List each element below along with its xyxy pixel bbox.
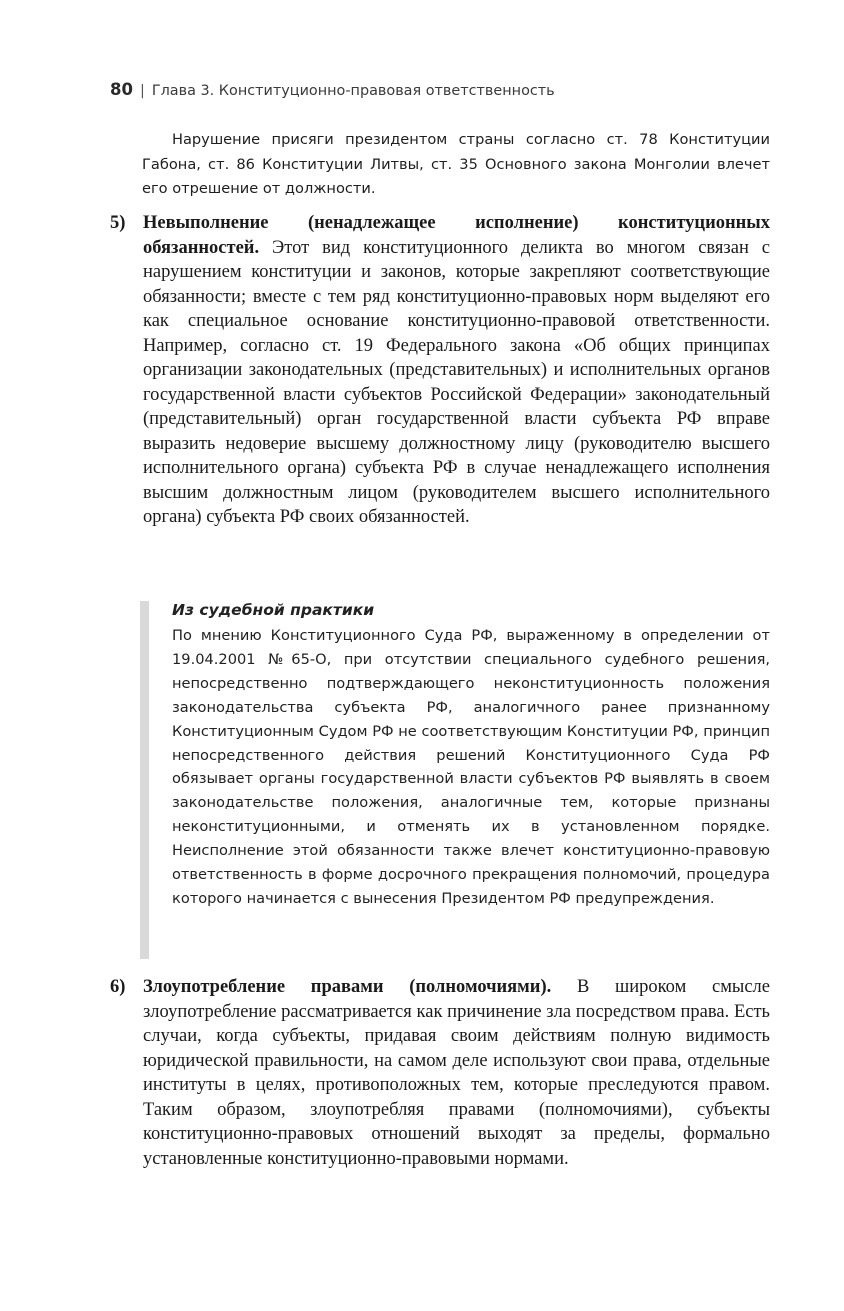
sidebar-bar <box>140 601 149 959</box>
item-term: Злоупотребление правами (полномочиями). <box>143 977 552 997</box>
list-item-5 <box>110 211 770 530</box>
sidebar-text: По мнению Конституционного Суда РФ, выраженному в определении от 19.04.2001 №65-О, при отсутствии специального судебного решения, непосредственно подтверждающего неконституционность положения законодательства субъекта РФ, аналогичного ранее признанному Конституционным Судом РФ не соответствующим Конституции РФ, принцип непосредственного действия решений Конституционного Суда РФ обязывает органы государственной власти субъектов РФ выявлять в своем законодательстве положения, аналогичные тем, которые признаны неконституционными, и отменять их в установленном порядке. Неисполнение этой обязанности также влечет конституционно-правовую ответственность в форме досрочного прекращения полномочий, процедура которого начинается с вынесения Президентом РФ предупреждения. <box>172 627 770 907</box>
list-item-text <box>143 975 770 1171</box>
item-term: Невыполнение (ненадлежащее исполнение) конституционных обязанностей. <box>143 213 770 258</box>
list-marker: 6) <box>110 977 126 997</box>
running-head <box>110 80 770 104</box>
chapter-title: Глава 3. Конституционно-правовая ответственность <box>151 83 555 99</box>
sidebar-heading: Из судебной практики <box>172 601 375 619</box>
item-body: В широком смысле злоупотребление рассматривается как причинение зла посредством права. Есть случаи, когда субъекты, придавая своим действиям полную видимость юридической правильности, на самом деле используют свои права, отдельные институты в целях, противоположных тем, которые преследуются правом. Таким образом, злоупотребляя правами (полномочиями), субъекты конституционно-правовых отношений выходят за пределы, формально установленные конституционно-правовыми нормами. <box>143 977 770 1169</box>
header-separator: | <box>139 83 145 99</box>
list-item-6 <box>110 975 770 1171</box>
list-item-text <box>143 211 770 530</box>
list-marker: 5) <box>110 213 126 233</box>
item-body: Этот вид конституционного деликта во многом связан с нарушением конституции и законов, которые закрепляют соответствующие обязанности; вместе с тем ряд конституционно-правовых норм выделяют его как специальное основание конституционно-правовой ответственности. Например, согласно ст. 19 Федерального закона «Об общих принципах организации законодательных (представительных) и исполнительных органов государственной власти субъектов Российской Федерации» законодательный (представительный) орган государственной власти субъекта РФ вправе выразить недоверие высшему должностному лицу (руководителю высшего исполнительного органа) субъекта РФ в случае ненадлежащего исполнения высшим должностным лицом (руководителем высшего исполнительного органа) субъекта РФ своих обязанностей. <box>143 237 770 527</box>
intro-paragraph: Нарушение присяги президентом страны согласно ст. 78 Конституции Габона, ст. 86 Конституции Литвы, ст. 35 Основного закона Монголии влечет его отрешение от должности. <box>142 131 770 197</box>
court-practice-box <box>140 597 770 961</box>
page-number: 80 <box>110 80 133 99</box>
